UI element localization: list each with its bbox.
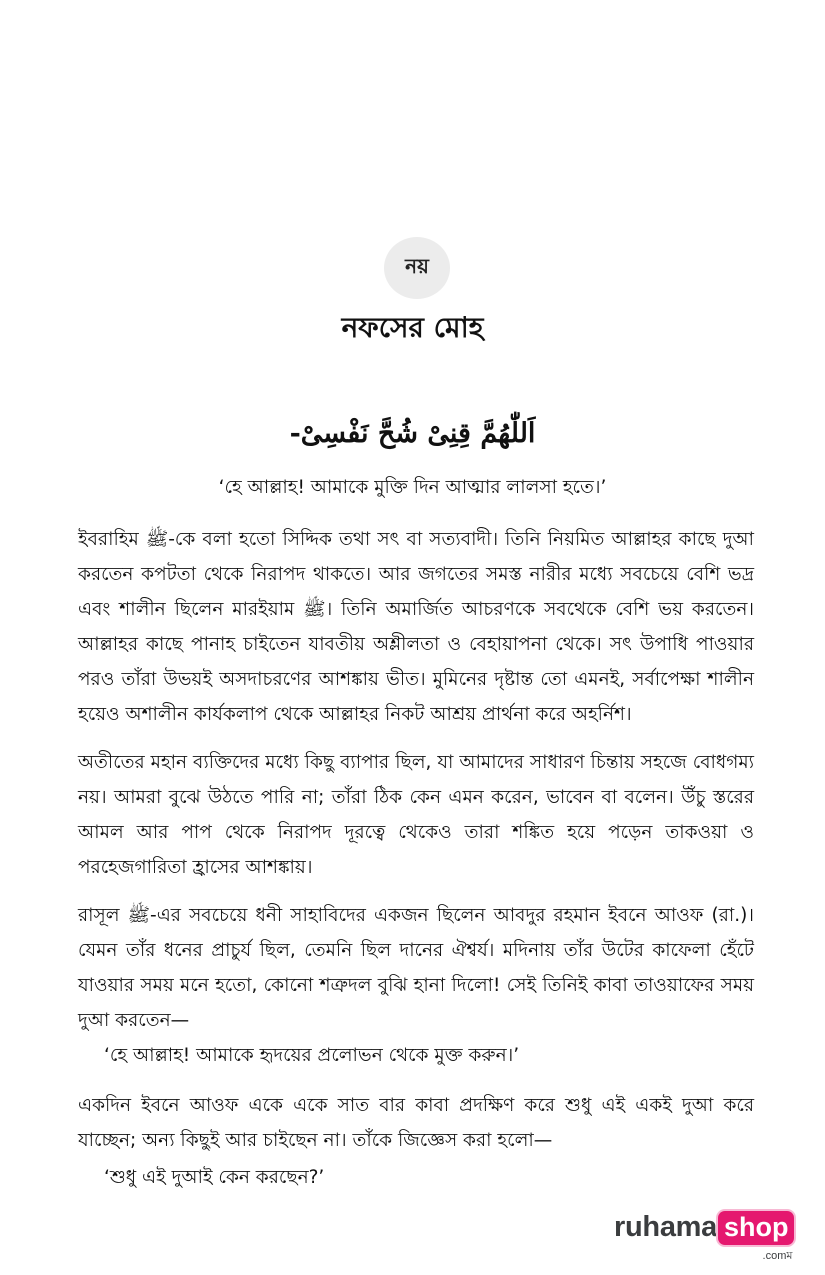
- arabic-dua: اَللّٰهُمَّ قِنِىْ شُحَّ نَفْسِىْ-: [289, 418, 536, 449]
- paragraph-3: রাসূল ﷺ-এর সবচেয়ে ধনী সাহাবিদের একজন ছিলেন আবদুর রহমান ইবনে আওফ (রা.)। যেমন তাঁর ধনের প্রাচুর্য ছিল, তেমনি ছিল দানের ঐশ্বর্য। মদিনায় তাঁর উটের কাফেলা হেঁটে যাওয়ার সময় মনে হতো, কোনো শত্রুদল বুঝি হানা দিলো! সেই তিনিই কাবা তাওয়াফের সময় দুআ করতেন—: [78, 905, 754, 1031]
- quote-1: ‘হে আল্লাহ! আমাকে হৃদয়ের প্রলোভন থেকে মুক্ত করুন।’: [104, 1045, 520, 1066]
- logo-shop-badge: shop: [718, 1211, 795, 1245]
- paragraph-1: ইবরাহিম ﷺ-কে বলা হতো সিদ্দিক তথা সৎ বা সত্যবাদী। তিনি নিয়মিত আল্লাহর কাছে দুআ করতেন কপটতা থেকে নিরাপদ থাকতে। আর জগতের সমস্ত নারীর মধ্যে সবচেয়ে বেশি ভদ্র এবং শালীন ছিলেন মারইয়াম ﷺ। তিনি অমার্জিত আচরণকে সবথেকে বেশি ভয় করতেন। আল্লাহর কাছে পানাহ চাইতেন যাবতীয় অশ্লীলতা ও বেহায়াপনা থেকে। সৎ উপাধি পাওয়ার পরও তাঁরা উভয়ই অসদাচরণের আশঙ্কায় ভীত। মুমিনের দৃষ্টান্ত তো এমনই, সর্বাপেক্ষা শালীন হয়েও অশালীন কার্যকলাপ থেকে আল্লাহর নিকট আশ্রয় প্রার্থনা করে অহর্নিশ।: [78, 529, 754, 725]
- chapter-number: নয়: [405, 253, 429, 278]
- logo-domain: .comম: [762, 1250, 793, 1262]
- ruhamashop-logo: [614, 1211, 794, 1266]
- paragraph-4: একদিন ইবনে আওফ একে একে সাত বার কাবা প্রদক্ষিণ করে শুধু এই একই দুআ করে যাচ্ছেন; অন্য কিছুই আর চাইছেন না। তাঁকে জিজ্ঞেস করা হলো—: [78, 1095, 754, 1151]
- quote-2: ‘শুধু এই দুআই কেন করছেন?’: [104, 1167, 325, 1188]
- dua-translation: ‘হে আল্লাহ! আমাকে মুক্তি দিন আত্মার লালসা হতে।’: [218, 477, 607, 498]
- chapter-number-badge: [384, 237, 450, 299]
- paragraph-2: অতীতের মহান ব্যক্তিদের মধ্যে কিছু ব্যাপার ছিল, যা আমাদের সাধারণ চিন্তায় সহজে বোধগম্য নয়। আমরা বুঝে উঠতে পারি না; তাঁরা ঠিক কেন এমন করেন, ভাবেন বা বলেন। উঁচু স্তরের আমল আর পাপ থেকে নিরাপদ দূরত্বে থেকেও তারা শঙ্কিত হয়ে পড়েন তাকওয়া ও পরহেজগারিতা হ্রাসের আশঙ্কায়।: [78, 752, 754, 878]
- logo-main-text: ruhama: [614, 1211, 717, 1243]
- logo-shop-block: [718, 1211, 795, 1266]
- chapter-title: নফসের মোহ: [341, 311, 484, 344]
